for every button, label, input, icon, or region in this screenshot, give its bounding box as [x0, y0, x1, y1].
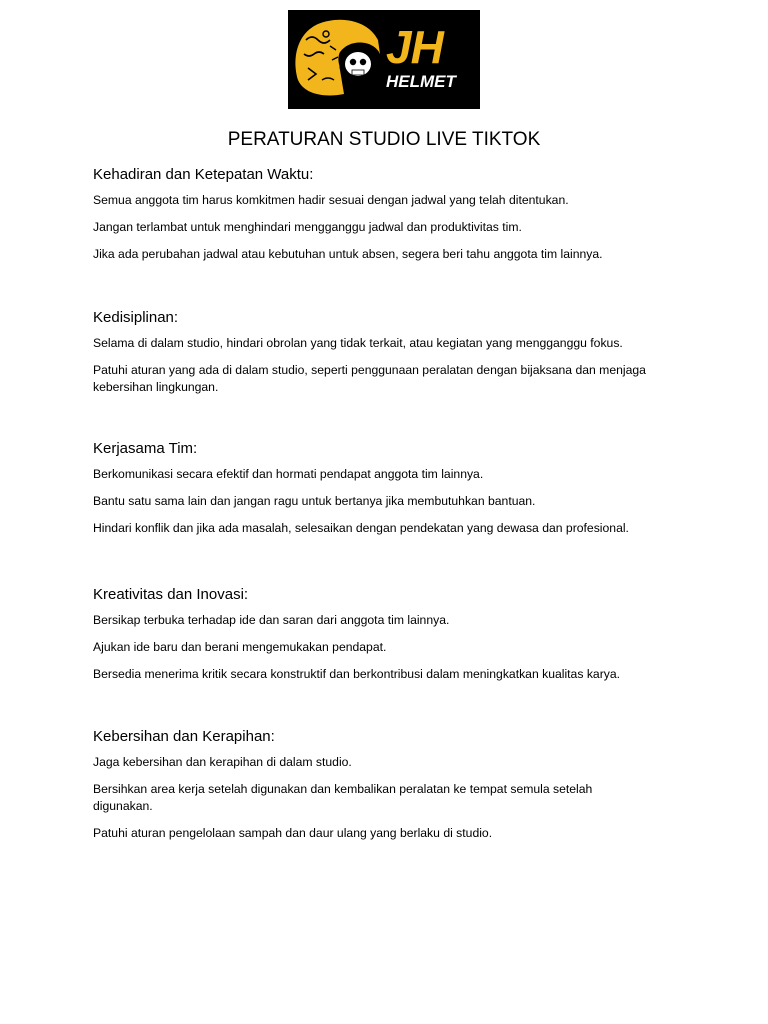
section-heading: Kehadiran dan Ketepatan Waktu:: [93, 166, 314, 183]
section-kerjasama: [93, 440, 683, 547]
section-heading: Kreativitas dan Inovasi:: [93, 586, 249, 603]
logo-subtitle-text: HELMET: [386, 72, 456, 91]
rule-item: Selama di dalam studio, hindari obrolan yang tidak terkait, atau kegiatan yang mengganggu fokus.: [93, 336, 623, 350]
rule-item: Patuhi aturan pengelolaan sampah dan daur ulang yang berlaku di studio.: [93, 826, 493, 840]
brand-logo: [288, 10, 480, 109]
rule-item: Berkomunikasi secara efektif dan hormati pendapat anggota tim lainnya.: [93, 467, 484, 481]
logo-brand-text: JH: [386, 21, 443, 73]
section-kebersihan: [93, 728, 683, 852]
rule-item: Patuhi aturan yang ada di dalam studio, seperti penggunaan peralatan dengan bijaksana dan menjaga kebersihan lingkungan.: [93, 363, 646, 394]
section-heading: Kerjasama Tim:: [93, 440, 198, 457]
rule-item: Bersikap terbuka terhadap ide dan saran dari anggota tim lainnya.: [93, 613, 450, 627]
section-heading: Kedisiplinan:: [93, 309, 179, 326]
page-title: PERATURAN STUDIO LIVE TIKTOK: [227, 129, 541, 150]
rule-item: Ajukan ide baru dan berani mengemukakan pendapat.: [93, 640, 387, 654]
rule-item: Bersihkan area kerja setelah digunakan dan kembalikan peralatan ke tempat semula setelah digunakan.: [93, 782, 593, 813]
rule-item: Hindari konflik dan jika ada masalah, selesaikan dengan pendekatan yang dewasa dan profesional.: [93, 521, 629, 535]
rule-item: Jika ada perubahan jadwal atau kebutuhan untuk absen, segera beri tahu anggota tim lainnya.: [93, 247, 603, 261]
rule-item: Jangan terlambat untuk menghindari mengganggu jadwal dan produktivitas tim.: [93, 220, 522, 234]
section-kehadiran: [93, 166, 683, 273]
section-kedisiplinan: [93, 309, 683, 406]
rule-item: Bantu satu sama lain dan jangan ragu untuk bertanya jika membutuhkan bantuan.: [93, 494, 536, 508]
rule-item: Semua anggota tim harus komkitmen hadir sesuai dengan jadwal yang telah ditentukan.: [93, 193, 569, 207]
rule-item: Jaga kebersihan dan kerapihan di dalam studio.: [93, 755, 352, 769]
section-kreativitas: [93, 586, 683, 693]
helmet-skull-icon: [288, 10, 480, 109]
section-heading: Kebersihan dan Kerapihan:: [93, 728, 275, 745]
rule-item: Bersedia menerima kritik secara konstruktif dan berkontribusi dalam meningkatkan kualitas karya.: [93, 667, 621, 681]
